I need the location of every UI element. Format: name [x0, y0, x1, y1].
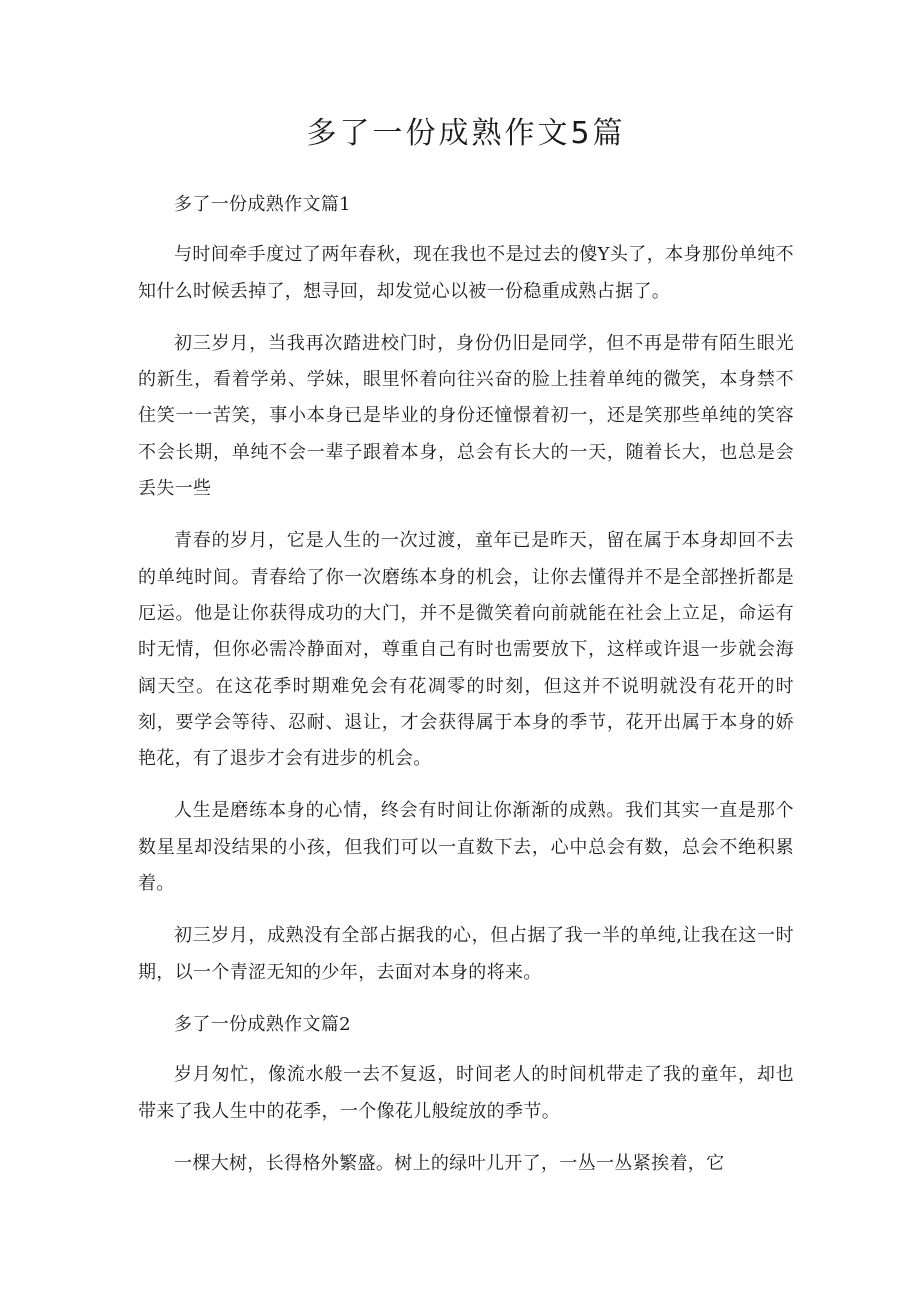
paragraph: 与时间牵手度过了两年春秋，现在我也不是过去的傻Y头了，本身那份单纯不知什么时候丢掉了，想寻回，却发觉心以被一份稳重成熟占据了。	[138, 244, 794, 302]
document-body	[138, 187, 794, 1198]
paragraph: 一棵大树，长得格外繁盛。树上的绿叶儿开了，一丛一丛紧挨着，它	[174, 1152, 725, 1174]
paragraph: 青春的岁月，它是人生的一次过渡，童年已是昨天，留在属于本身却回不去的单纯时间。青春给了你一次磨练本身的机会，让你去懂得并不是全部挫折都是厄运。他是让你获得成功的大门，并不是微笑着向前就能在社会上立足，命运有时无情，但你必需冷静面对，尊重自己有时也需要放下，这样或许退一步就会海阔天空。在这花季时期难免会有花凋零的时刻，但这并不说明就没有花开的时刻，要学会等待、忍耐、退让，才会获得属于本身的季节，花开出属于本身的娇艳花，有了退步才会有进步的机会。	[138, 530, 794, 770]
paragraph: 人生是磨练本身的心情，终会有时间让你渐渐的成熟。我们其实一直是那个数星星却没结果的小孩，但我们可以一直数下去，心中总会有数，总会不绝积累着。	[138, 800, 794, 895]
section-heading-1: 多了一份成熟作文篇1	[174, 194, 351, 215]
paragraph: 岁月匆忙，像流水般一去不复返，时间老人的时间机带走了我的童年，却也带来了我人生中的花季，一个像花儿般绽放的季节。	[138, 1064, 794, 1122]
section-heading-2: 多了一份成熟作文篇2	[174, 1013, 351, 1035]
paragraph: 初三岁月，成熟没有全部占据我的心，但占据了我一半的单纯,让我在这一时期，以一个青涩无知的少年，去面对本身的将来。	[138, 925, 794, 983]
document-title: 多了一份成熟作文5篇	[306, 116, 626, 151]
paragraph: 初三岁月，当我再次踏进校门时，身份仍旧是同学，但不再是带有陌生眼光的新生，看着学弟、学妹，眼里怀着向往兴奋的脸上挂着单纯的微笑，本身禁不住笑一一苦笑，事小本身已是毕业的身份还憧憬着初一，还是笑那些单纯的笑容不会长期，单纯不会一辈子跟着本身，总会有长大的一天，随着长大，也总是会丢失一些	[138, 332, 794, 500]
